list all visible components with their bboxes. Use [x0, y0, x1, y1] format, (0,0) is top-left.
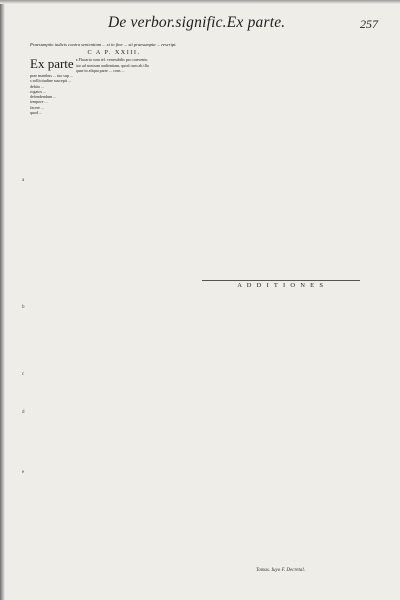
chapter-summary: Praesumptio iudicis contra sententiam ... si in fine ... sit praesumpta ... rescript. — [30, 42, 177, 47]
chapter-opening — [30, 57, 198, 115]
additiones-heading: A D D I T I O N E S — [237, 282, 325, 289]
body-line: tempore ... — [30, 99, 48, 105]
chapter-heading: C A P. XXIII. — [87, 49, 141, 57]
body-line: facere ... — [30, 104, 45, 110]
body-line: quae in aliqua parte ... cons ... — [75, 67, 125, 73]
margin-note: a — [22, 178, 25, 183]
page-header — [108, 14, 358, 36]
body-line: debito ... — [30, 83, 45, 89]
body-line: quod ... — [30, 109, 43, 115]
right-column — [202, 42, 360, 582]
body-line: s sollicitudine suscepit ... — [30, 78, 72, 84]
left-column — [30, 42, 198, 582]
body-line: defendendum ... — [30, 94, 57, 100]
body-line: rogatos ... — [30, 88, 47, 94]
page-edge-shadow-left — [0, 0, 5, 600]
margin-note: b — [22, 305, 25, 310]
page-edge-shadow-top — [0, 0, 400, 4]
folio-number: 257 — [360, 17, 378, 31]
section-rule — [202, 280, 360, 281]
lead-word: Ex parte — [30, 56, 74, 72]
signature-line: Tomus. Iuyo F. Decretal. — [256, 568, 305, 573]
running-head: De verbor.signific.Ex parte. — [108, 14, 286, 31]
body-line: prae manibus ... tuo sup ... — [30, 73, 74, 79]
body-line: tuo ad nostram audientiam, quod cum ab illa — [75, 62, 149, 68]
margin-note: e — [22, 470, 25, 475]
margin-note: c — [22, 372, 25, 377]
margin-note: d — [22, 410, 25, 415]
body-line: a Flacaria cum tel. venerabilis pro conventu — [75, 57, 148, 63]
